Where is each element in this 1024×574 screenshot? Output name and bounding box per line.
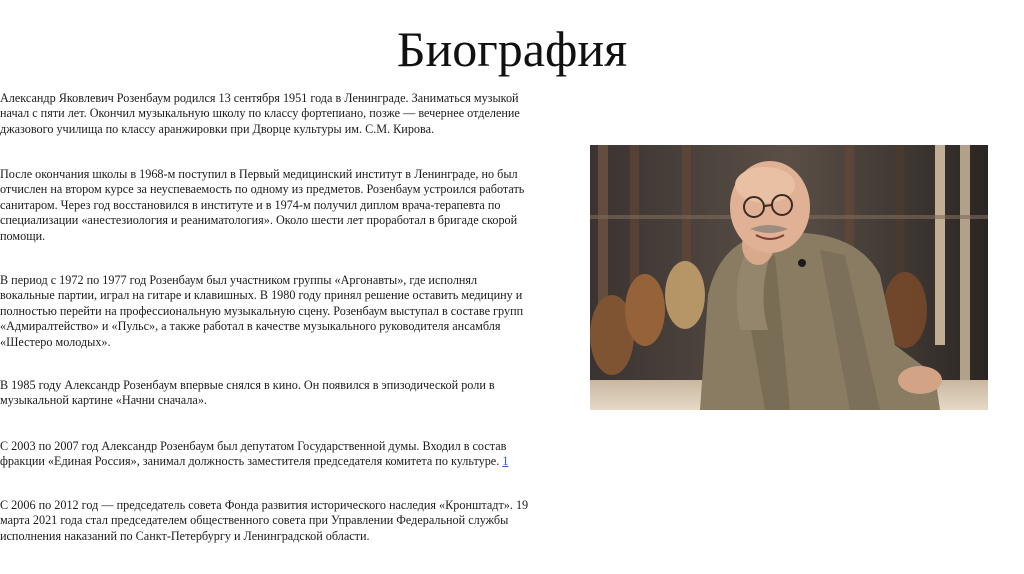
paragraph-music-career: В период с 1972 по 1977 год Розенбаум был участником группы «Аргонавты», где исполнял вокальные партии, играл на гитаре и клавишных. В 1980 году принял решение оставить медицину и полностью перейти на профессиональную музыкальную сцену. Розенбаум выступал в составе групп «Адмиралтейство» и «Пульс», а также работал в качестве музыкального руководителя ансамбля «Шестеро молодых». bbox=[0, 273, 524, 349]
slide-title: Биография bbox=[396, 21, 628, 77]
paragraph-state-duma bbox=[0, 439, 566, 470]
paragraph-state-duma-text: С 2003 по 2007 год Александр Розенбаум был депутатом Государственной думы. Входил в состав фракции «Единая Россия», занимал должность заместителя председателя комитета по культуре. bbox=[0, 439, 507, 469]
portrait-photo bbox=[590, 145, 988, 410]
paragraph-early-life: Александр Яковлевич Розенбаум родился 13 сентября 1951 года в Ленинграде. Заниматься музыкой начал с пяти лет. Окончил музыкальную школу по классу фортепиано, позже — вечернее отделение джазового училища по классу аранжировки при Дворце культуры им. С.М. Кирова. bbox=[0, 91, 520, 136]
paragraph-medical-career: После окончания школы в 1968-м поступил в Первый медицинский институт в Ленинграде, но был отчислен на втором курсе за неуспеваемость по одному из предметов. Розенбаум устроился работать санитаром. Через год восстановился в институте и в 1974-м получил диплом врача-терапевта по специализации «анестезиология и реаниматология». Около шести лет проработал в бригаде скорой помощи. bbox=[0, 167, 525, 243]
footnote-link[interactable]: 1 bbox=[502, 454, 509, 469]
paragraph-kronstadt-fund: С 2006 по 2012 год — председатель совета Фонда развития исторического наследия «Кронштадт». 19 марта 2021 года стал председателем общественного совета при Управлении Федеральной службы исполнения наказаний по Санкт-Петербургу и Ленинградской области. bbox=[0, 498, 529, 543]
paragraph-film-debut: В 1985 году Александр Розенбаум впервые снялся в кино. Он появился в эпизодической роли в музыкальной картине «Начни сначала». bbox=[0, 378, 495, 408]
